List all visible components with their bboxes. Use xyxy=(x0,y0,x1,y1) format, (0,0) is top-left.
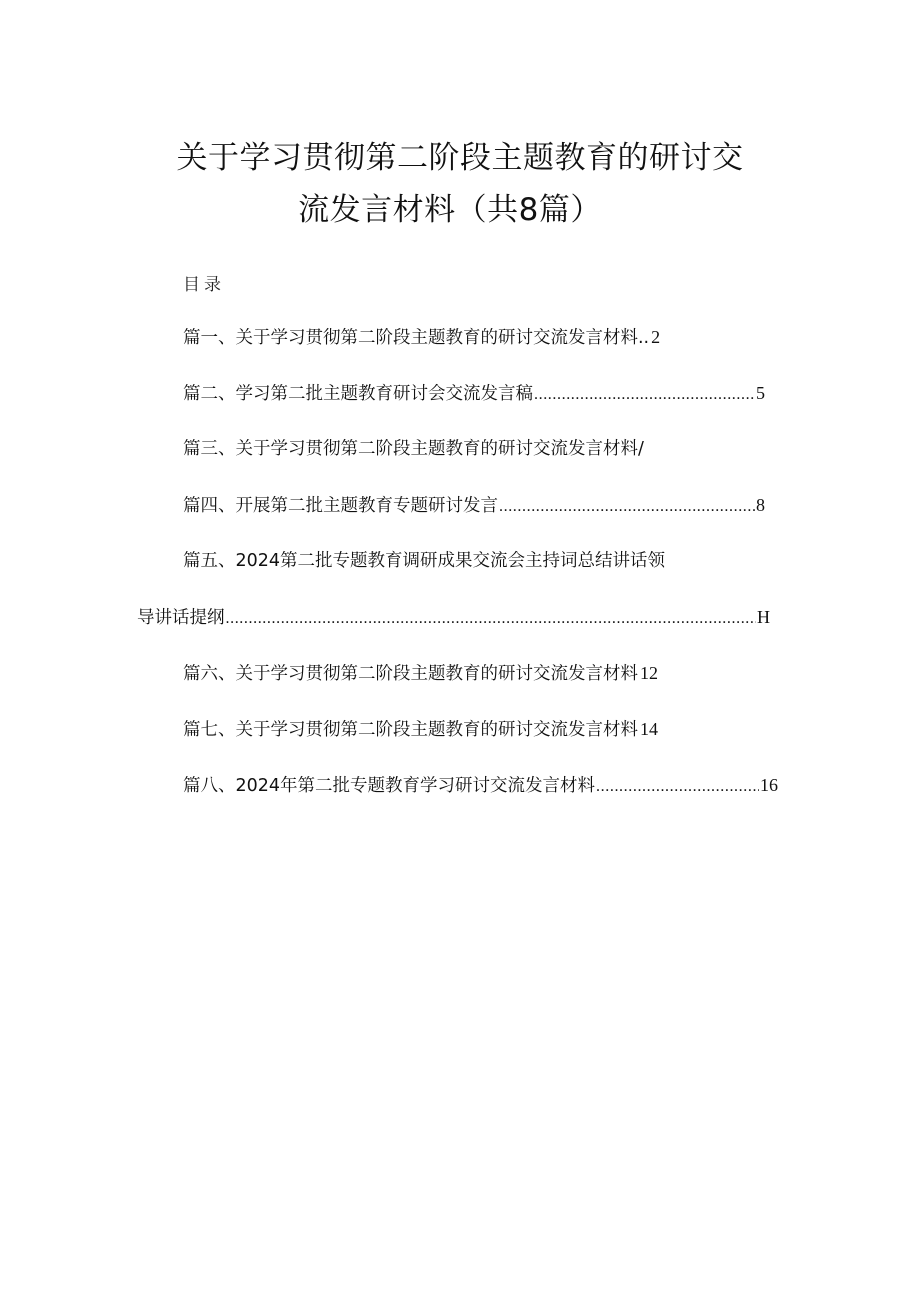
toc-entry-8[interactable] xyxy=(183,773,778,799)
toc-entry-title: 篇六、关于学习贯彻第二阶段主题教育的研讨交流发言材料 xyxy=(183,664,638,684)
toc-entry-page: 8 xyxy=(756,495,765,515)
toc-leader-dots xyxy=(596,775,759,799)
toc-entry-title: 篇二、学习第二批主题教育研讨会交流发言稿 xyxy=(183,384,533,404)
toc-entry-1[interactable] xyxy=(183,325,743,350)
toc-entry-page: 14 xyxy=(640,719,658,739)
toc-leader-dots xyxy=(534,383,755,407)
toc-entry-page: 16 xyxy=(760,775,778,795)
toc-entry-3[interactable] xyxy=(183,437,743,461)
document-title-line-1: 关于学习贯彻第二阶段主题教育的研讨交 xyxy=(176,140,744,176)
toc-entry-title: 篇八、2024年第二批专题教育学习研讨交流发言材料 xyxy=(183,776,596,796)
toc-entry-5-continued[interactable] xyxy=(137,605,770,631)
toc-entry-page: 2 xyxy=(651,327,661,347)
toc-entry-title: 篇四、开展第二批主题教育专题研讨发言 xyxy=(183,496,498,516)
toc-entry-7[interactable] xyxy=(183,717,743,742)
toc-entry-title: 篇五、2024第二批专题教育调研成果交流会主持词总结讲话领 xyxy=(183,551,666,571)
toc-entry-page: 5 xyxy=(756,383,765,403)
toc-entry-title: 篇三、关于学习贯彻第二阶段主题教育的研讨交流发言材料/ xyxy=(183,439,644,459)
toc-entry-2[interactable] xyxy=(183,381,765,407)
document-title-line-2: 流发言材料（共8篇） xyxy=(298,192,602,228)
toc-entry-6[interactable] xyxy=(183,661,743,686)
toc-leader-dots xyxy=(226,607,757,631)
toc-entry-title: 导讲话提纲 xyxy=(137,608,225,628)
toc-entry-4[interactable] xyxy=(183,493,765,519)
toc-entry-title: 篇七、关于学习贯彻第二阶段主题教育的研讨交流发言材料 xyxy=(183,720,638,740)
toc-entry-5[interactable] xyxy=(183,549,753,573)
toc-entry-page: H xyxy=(757,607,770,627)
toc-entry-page: 12 xyxy=(640,663,658,683)
toc-leader-dots xyxy=(499,495,755,519)
toc-entry-title: 篇一、关于学习贯彻第二阶段主题教育的研讨交流发言材料.. xyxy=(183,328,650,348)
toc-heading: 目录 xyxy=(183,275,225,295)
